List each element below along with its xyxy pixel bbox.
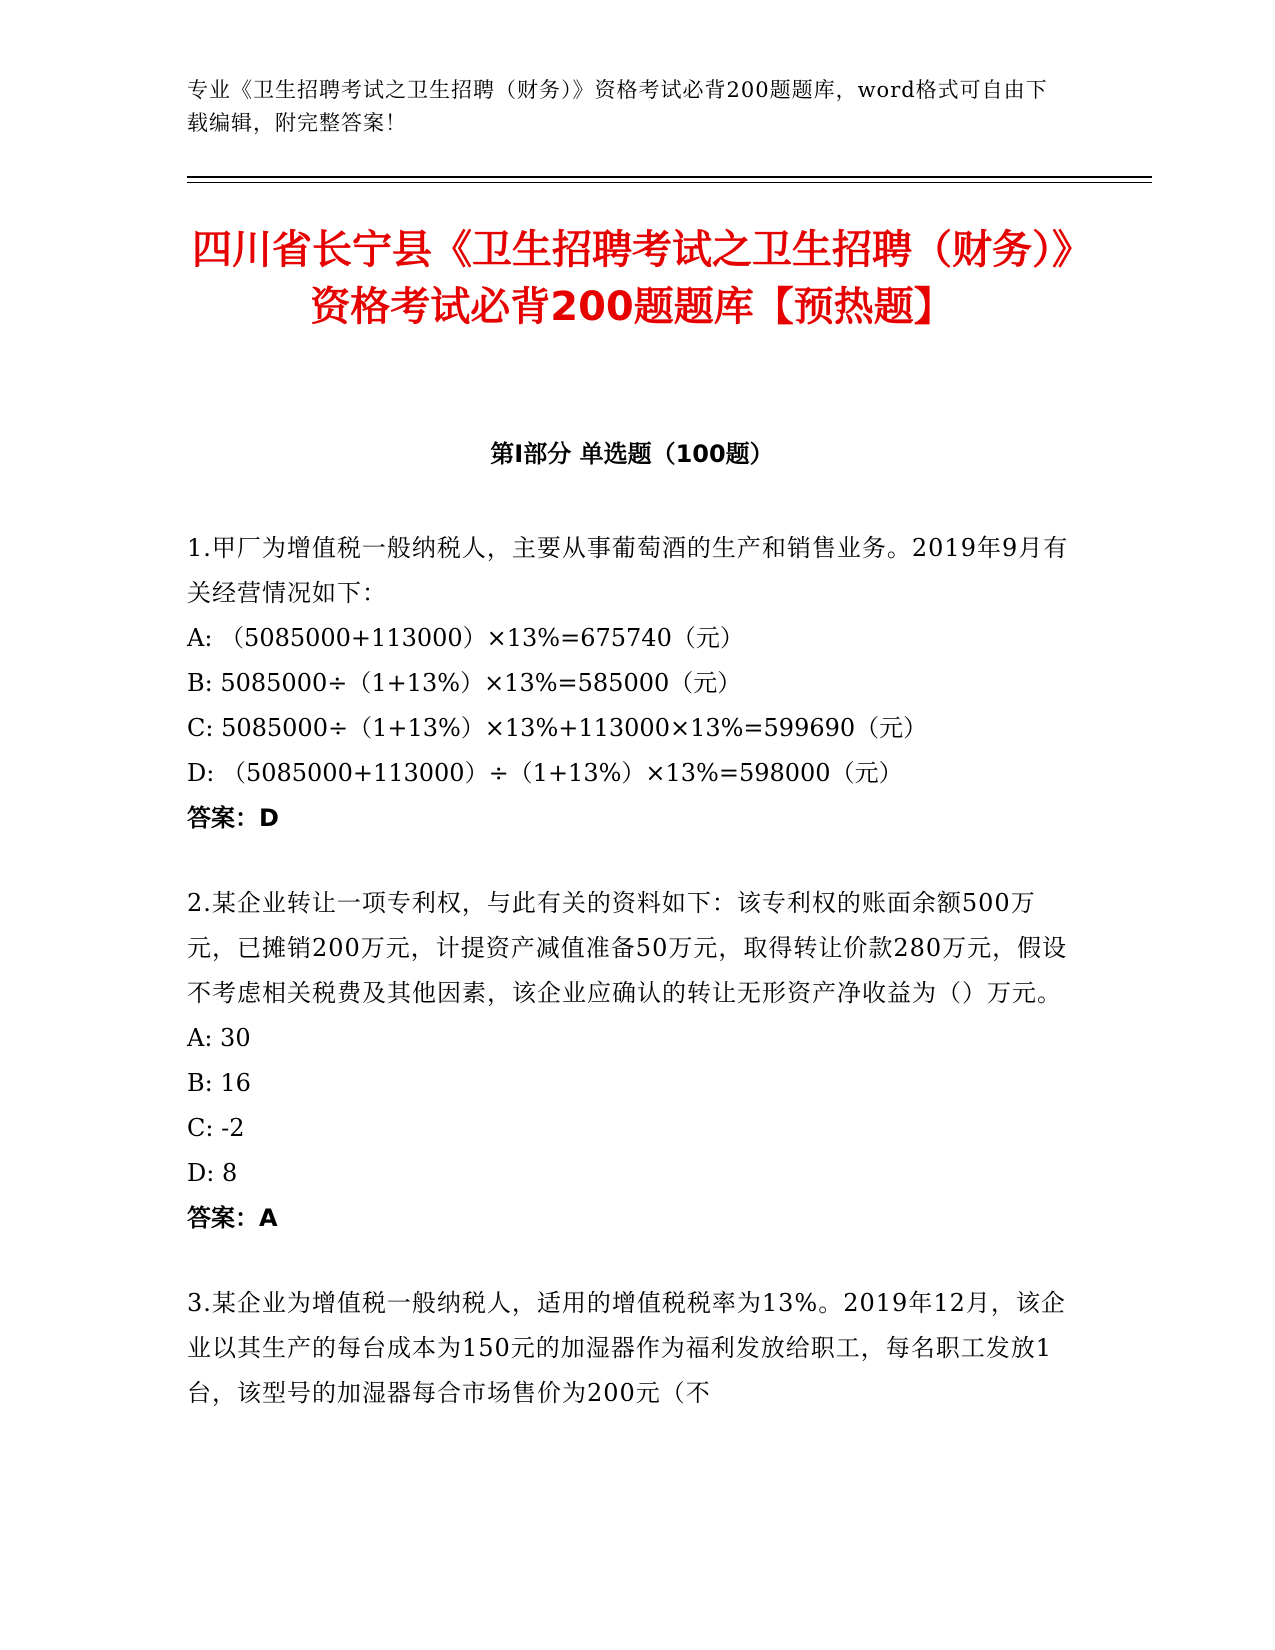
header-rule-thick [187,176,1152,178]
question-3 [187,1281,1077,1416]
header-note: 专业《卫生招聘考试之卫生招聘（财务）》资格考试必背200题题库，word格式可自由下载编辑，附完整答案！ [187,78,1048,135]
question-text: 3.某企业为增值税一般纳税人，适用的增值税税率为13%。2019年12月，该企业以其生产的每台成本为150元的加湿器作为福利发放给职工，每名职工发放1台，该型号的加湿器每合市场售价为200元（不 [187,1289,1066,1407]
question-text: 1.甲厂为增值税一般纳税人，主要从事葡萄酒的生产和销售业务。2019年9月有关经营情况如下： [187,534,1069,607]
question-2 [187,881,1077,1241]
option-a: A: 30 [187,1024,251,1052]
header-rule-thin [187,182,1152,183]
option-d: D: 8 [187,1159,238,1187]
option-c: C: 5085000÷（1+13%）×13%+113000×13%=599690（元） [187,714,928,742]
document-title: 四川省长宁县《卫生招聘考试之卫生招聘（财务）》资格考试必背200题题库【预热题】 [192,227,1072,330]
option-b: B: 5085000÷（1+13%）×13%=585000（元） [187,669,742,697]
answer: 答案：A [187,1204,278,1232]
question-list [187,526,1077,1456]
option-b: B: 16 [187,1069,251,1097]
option-a: A: （5085000+113000）×13%=675740（元） [187,624,744,652]
option-c: C: -2 [187,1114,245,1142]
question-text: 2.某企业转让一项专利权，与此有关的资料如下：该专利权的账面余额500万元，已摊销200万元，计提资产减值准备50万元，取得转让价款280万元，假设不考虑相关税费及其他因素，该企业应确认的转让无形资产净收益为（）万元。 [187,889,1068,1007]
answer: 答案：D [187,804,279,832]
option-d: D: （5085000+113000）÷（1+13%）×13%=598000（元） [187,759,903,787]
section-title: 第I部分 单选题（100题） [490,440,774,468]
question-1 [187,526,1077,841]
